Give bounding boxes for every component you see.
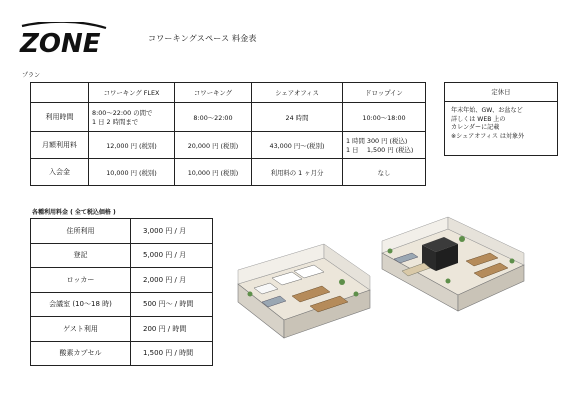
plan-cell: なし bbox=[343, 159, 426, 186]
fee-value: 500 円～ / 時間 bbox=[131, 292, 213, 317]
zone-logo bbox=[18, 22, 110, 56]
plan-col-header: ドロップイン bbox=[343, 83, 426, 103]
holiday-body bbox=[445, 102, 557, 141]
plan-table bbox=[30, 82, 426, 186]
plan-cell: 12,000 円 (税別) bbox=[89, 132, 175, 159]
plan-cell: 8:00～22:00 bbox=[175, 103, 252, 132]
fee-label: 酸素カプセル bbox=[31, 341, 131, 366]
fees-table bbox=[30, 218, 213, 366]
office-floor-plan-right bbox=[378, 215, 528, 327]
plan-cell: 10,000 円 (税別) bbox=[175, 159, 252, 186]
fee-row bbox=[31, 268, 213, 293]
holiday-line: 詳しくは WEB 上の bbox=[451, 115, 506, 123]
plan-header-row bbox=[31, 83, 426, 103]
holiday-line: カレンダーに記載 bbox=[451, 124, 500, 132]
plan-row-label: 入会金 bbox=[31, 159, 89, 186]
plan-section-label: プラン bbox=[22, 72, 41, 79]
fee-row bbox=[31, 341, 213, 366]
plan-cell: 10:00～18:00 bbox=[343, 103, 426, 132]
plan-cell: 利用料の 1 ヶ月分 bbox=[252, 159, 343, 186]
holiday-line: ※シェアオフィス は対象外 bbox=[451, 132, 525, 140]
plan-cell: 10,000 円 (税別) bbox=[89, 159, 175, 186]
office-floor-plan-left bbox=[232, 238, 374, 348]
plan-col-header: コワーキング FLEX bbox=[89, 83, 175, 103]
fee-value: 2,000 円 / 月 bbox=[131, 268, 213, 293]
fee-row bbox=[31, 219, 213, 244]
plan-row-hours bbox=[31, 103, 426, 132]
plan-col-header: コワーキング bbox=[175, 83, 252, 103]
plan-row-label: 利用時間 bbox=[31, 103, 89, 132]
plan-cell: 1 時間 300 円 (税込) 1 日 1,500 円 (税込) bbox=[343, 132, 426, 159]
fee-label: 会議室 (10～18 時) bbox=[31, 292, 131, 317]
holiday-heading: 定休日 bbox=[445, 83, 557, 102]
plan-col-header: シェアオフィス bbox=[252, 83, 343, 103]
fee-label: ゲスト利用 bbox=[31, 317, 131, 342]
fee-label: 登記 bbox=[31, 243, 131, 268]
fee-value: 200 円 / 時間 bbox=[131, 317, 213, 342]
page-title: コワーキングスペース 料金表 bbox=[148, 34, 257, 43]
holiday-box bbox=[444, 82, 558, 156]
plan-cell: 24 時間 bbox=[252, 103, 343, 132]
fee-row bbox=[31, 317, 213, 342]
fee-value: 5,000 円 / 月 bbox=[131, 243, 213, 268]
svg-text:ZONE: ZONE bbox=[20, 29, 101, 56]
plan-cell: 20,000 円 (税別) bbox=[175, 132, 252, 159]
fee-value: 3,000 円 / 月 bbox=[131, 219, 213, 244]
holiday-line: 年末年始、GW、お盆など bbox=[451, 107, 523, 114]
fee-label: 住所利用 bbox=[31, 219, 131, 244]
plan-row-monthly bbox=[31, 132, 426, 159]
fee-row bbox=[31, 292, 213, 317]
fees-section-label: 各種利用料金 ( 全て税込価格 ) bbox=[32, 209, 116, 216]
plan-cell: 43,000 円～(税別) bbox=[252, 132, 343, 159]
plan-row-label: 月額利用料 bbox=[31, 132, 89, 159]
plan-cell: 8:00～22:00 の間で 1 日 2 時間まで bbox=[89, 103, 175, 132]
plan-row-admission bbox=[31, 159, 426, 186]
plan-corner-cell bbox=[31, 83, 89, 103]
fee-row bbox=[31, 243, 213, 268]
fee-label: ロッカー bbox=[31, 268, 131, 293]
fee-value: 1,500 円 / 時間 bbox=[131, 341, 213, 366]
